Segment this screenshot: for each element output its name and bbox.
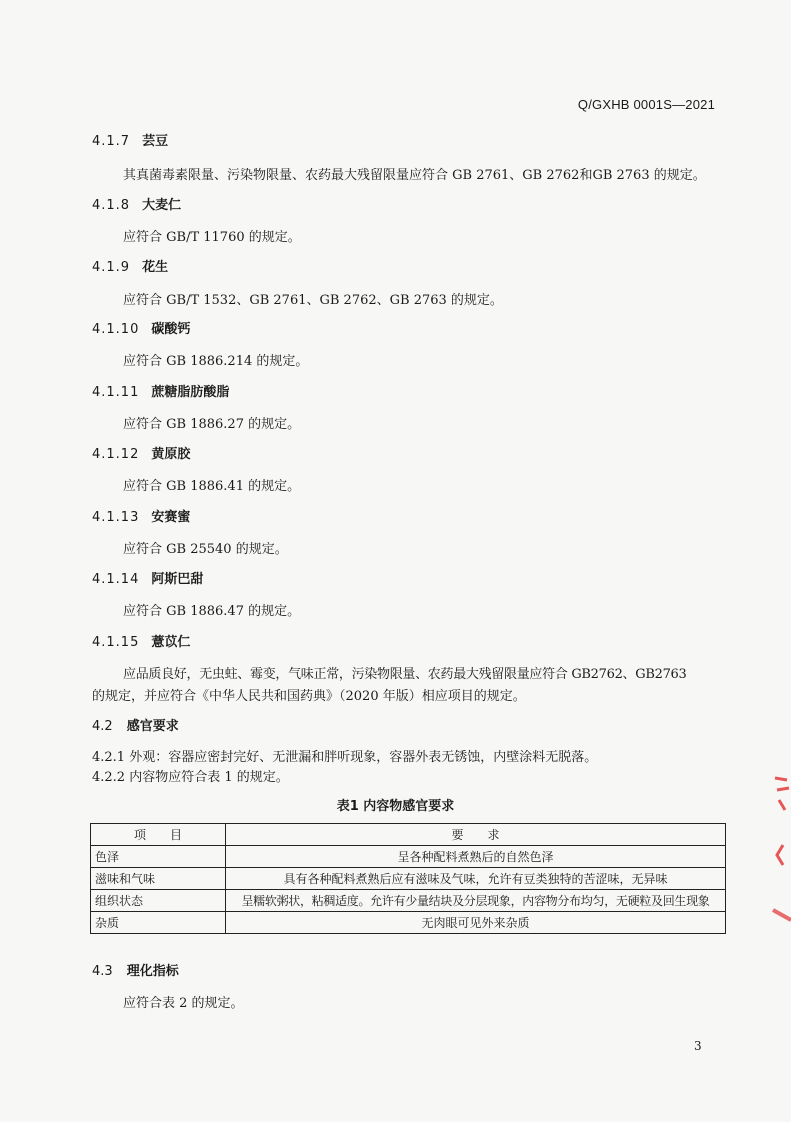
heading-4-1-8: 4.1.8 大麦仁 xyxy=(92,198,182,213)
heading-4-1-10: 4.1.10 碳酸钙 xyxy=(92,322,191,337)
header-item: 项 目 xyxy=(91,824,226,846)
paragraph-4-1-8: 应符合 GB/T 11760 的规定。 xyxy=(123,230,301,245)
paragraph-4-2-1: 4.2.1 外观：容器应密封完好、无泄漏和胖听现象，容器外表无锈蚀，内壁涂料无脱落。 xyxy=(92,750,598,765)
table-row xyxy=(91,890,726,912)
header-requirement: 要 求 xyxy=(226,824,726,846)
heading-4-1-7: 4.1.7 芸豆 xyxy=(92,134,169,149)
heading-4-3: 4.3 理化指标 xyxy=(92,964,179,979)
table-row xyxy=(91,868,726,890)
paragraph-4-1-15-cont: 的规定，并应符合《中华人民共和国药典》（2020 年版）相应项目的规定。 xyxy=(92,689,526,704)
heading-4-1-14: 4.1.14 阿斯巴甜 xyxy=(92,572,204,587)
paragraph-4-1-11: 应符合 GB 1886.27 的规定。 xyxy=(123,417,301,432)
table-header-row xyxy=(91,824,726,846)
row-value: 无肉眼可见外来杂质 xyxy=(226,912,726,934)
table-row xyxy=(91,846,726,868)
document-code: Q/GXHB 0001S—2021 xyxy=(577,97,715,112)
sensory-requirements-table xyxy=(90,823,726,934)
heading-4-1-11: 4.1.11 蔗糖脂肪酸脂 xyxy=(92,385,230,400)
heading-4-1-9: 4.1.9 花生 xyxy=(92,260,169,275)
row-value: 呈各种配料煮熟后的自然色泽 xyxy=(226,846,726,868)
seal-stamp-icon xyxy=(769,770,791,930)
page-number: 3 xyxy=(694,1039,702,1053)
heading-4-1-15: 4.1.15 薏苡仁 xyxy=(92,635,191,650)
table-caption: 表1 内容物感官要求 xyxy=(336,799,455,814)
row-label: 组织状态 xyxy=(91,890,226,912)
row-label: 杂质 xyxy=(91,912,226,934)
paragraph-4-1-13: 应符合 GB 25540 的规定。 xyxy=(123,542,288,557)
paragraph-4-3: 应符合表 2 的规定。 xyxy=(123,996,244,1011)
paragraph-4-1-9: 应符合 GB/T 1532、GB 2761、GB 2762、GB 2763 的规定。 xyxy=(123,293,503,308)
table-row xyxy=(91,912,726,934)
row-value: 具有各种配料煮熟后应有滋味及气味，允许有豆类独特的苦涩味，无异味 xyxy=(226,868,726,890)
row-label: 滋味和气味 xyxy=(91,868,226,890)
heading-4-2: 4.2 感官要求 xyxy=(92,719,179,734)
paragraph-4-1-7: 其真菌毒素限量、污染物限量、农药最大残留限量应符合 GB 2761、GB 2762和GB 2763 的规定。 xyxy=(123,168,706,183)
paragraph-4-1-10: 应符合 GB 1886.214 的规定。 xyxy=(123,354,309,369)
paragraph-4-1-14: 应符合 GB 1886.47 的规定。 xyxy=(123,604,301,619)
paragraph-4-2-2: 4.2.2 内容物应符合表 1 的规定。 xyxy=(92,770,289,785)
paragraph-4-1-12: 应符合 GB 1886.41 的规定。 xyxy=(123,479,301,494)
row-label: 色泽 xyxy=(91,846,226,868)
heading-4-1-13: 4.1.13 安赛蜜 xyxy=(92,510,191,525)
paragraph-4-1-15: 应品质良好，无虫蛀、霉变，气味正常，污染物限量、农药最大残留限量应符合 GB2762、GB2763 xyxy=(123,667,687,682)
row-value: 呈糯软粥状，粘稠适度。允许有少量结块及分层现象，内容物分布均匀，无硬粒及回生现象 xyxy=(226,890,726,912)
heading-4-1-12: 4.1.12 黄原胶 xyxy=(92,447,191,462)
